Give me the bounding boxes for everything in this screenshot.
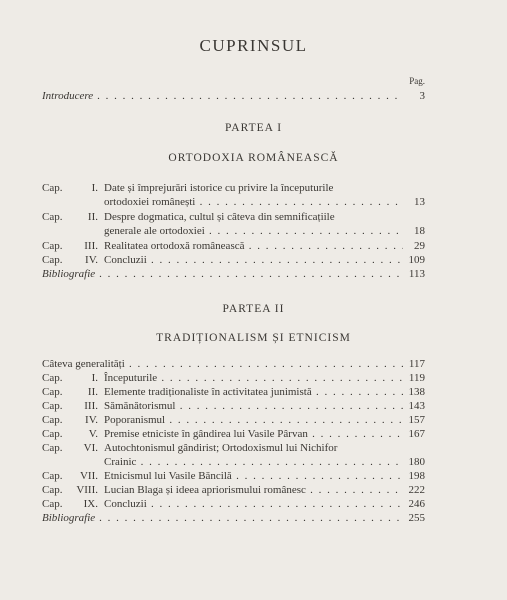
- entry-number: VI.: [83, 442, 98, 454]
- entry-title-continued: ortodoxiei românești . . .: [104, 196, 403, 209]
- page-column-label: Pag.: [409, 76, 425, 86]
- toc-entry-bibliography: [42, 512, 425, 525]
- entry-page: 167: [408, 428, 425, 440]
- toc-entry-bibliography: [42, 268, 425, 281]
- part-2-heading: PARTEA II: [222, 303, 285, 315]
- entry-cap: Cap.: [42, 442, 63, 454]
- entry-number: II.: [87, 386, 98, 398]
- entry-page: 113: [408, 268, 425, 280]
- entry-cap: Cap.: [42, 400, 63, 412]
- toc-entry: [42, 211, 425, 224]
- entry-title: Poporanismul . . .: [104, 414, 403, 427]
- entry-title: Premise etniciste în gândirea lui Vasile Pârvan . . .: [104, 428, 403, 441]
- entry-cap: Cap.: [42, 240, 63, 252]
- toc-entry: [42, 400, 425, 413]
- entry-page: 18: [414, 225, 425, 237]
- entry-page: 117: [408, 358, 425, 370]
- entry-title: Începuturile . . .: [104, 372, 403, 385]
- toc-entry: [42, 240, 425, 253]
- entry-title: Realitatea ortodoxă românească . . .: [104, 240, 403, 253]
- entry-page: 180: [408, 456, 425, 468]
- entry-number: VII.: [79, 470, 98, 482]
- toc-entry: [42, 386, 425, 399]
- entry-cap: Cap.: [42, 254, 63, 266]
- entry-title: Concluzii . . .: [104, 498, 403, 511]
- toc-entry-continued: [42, 456, 425, 469]
- entry-title: Date și împrejurări istorice cu privire la începuturile: [104, 182, 334, 194]
- toc-entry-generalitati: [42, 358, 425, 371]
- entry-title: Lucian Blaga și ideea apriorismului românesc . . .: [104, 484, 403, 497]
- entry-page: 255: [408, 512, 425, 524]
- entry-cap: Cap.: [42, 428, 63, 440]
- entry-page: 157: [408, 414, 425, 426]
- entry-page: 3: [419, 90, 425, 102]
- toc-entry: [42, 498, 425, 511]
- toc-entry: [42, 414, 425, 427]
- entry-number: V.: [88, 428, 98, 440]
- entry-number: IX.: [83, 498, 98, 510]
- entry-page: 29: [414, 240, 425, 252]
- entry-title-continued: generale ale ortodoxiei . . .: [104, 225, 403, 238]
- entry-number: I.: [91, 182, 98, 194]
- part-2-subtitle: TRADIȚIONALISM ȘI ETNICISM: [156, 332, 351, 344]
- entry-number: IV.: [85, 254, 98, 266]
- entry-title: Bibliografie . . .: [42, 512, 403, 525]
- entry-cap: Cap.: [42, 211, 63, 223]
- toc-entry: [42, 484, 425, 497]
- part-1-heading: PARTEA I: [224, 122, 283, 134]
- entry-page: 246: [408, 498, 425, 510]
- toc-entry: [42, 254, 425, 267]
- entry-title: Despre dogmatica, cultul și câteva din semnificațiile: [104, 211, 335, 223]
- toc-entry: [42, 182, 425, 195]
- entry-page: 198: [408, 470, 425, 482]
- toc-entry: [42, 470, 425, 483]
- entry-title: Bibliografie . . .: [42, 268, 403, 281]
- entry-page: 119: [408, 372, 425, 384]
- page-title: CUPRINSUL: [199, 36, 308, 55]
- entry-title: Autochtonismul gândirist; Ortodoxismul lui Nichifor: [104, 442, 338, 454]
- entry-number: I.: [91, 372, 98, 384]
- entry-number: VIII.: [76, 484, 98, 496]
- entry-number: IV.: [85, 414, 98, 426]
- entry-title: Introducere . . .: [42, 90, 403, 103]
- entry-title: Etnicismul lui Vasile Băncilă . . .: [104, 470, 403, 483]
- entry-title: Sămănătorismul . . .: [104, 400, 403, 413]
- entry-page: 143: [408, 400, 425, 412]
- toc-entry-introducere: [42, 90, 425, 103]
- entry-number: III.: [84, 240, 98, 252]
- entry-title-continued: Crainic . . .: [104, 456, 403, 469]
- entry-title: Concluzii . . .: [104, 254, 403, 267]
- entry-title: Câteva generalități . . .: [42, 358, 403, 371]
- entry-cap: Cap.: [42, 414, 63, 426]
- entry-number: III.: [84, 400, 98, 412]
- entry-cap: Cap.: [42, 182, 63, 194]
- part-1-subtitle: ORTODOXIA ROMÂNEASCĂ: [168, 152, 339, 164]
- entry-page: 138: [408, 386, 425, 398]
- entry-page: 222: [408, 484, 425, 496]
- entry-page: 13: [414, 196, 425, 208]
- toc-entry-continued: [42, 196, 425, 209]
- entry-cap: Cap.: [42, 386, 63, 398]
- toc-entry: [42, 442, 425, 455]
- toc-entry: [42, 372, 425, 385]
- entry-title: Elemente tradiționaliste în activitatea junimistă . . .: [104, 386, 403, 399]
- entry-cap: Cap.: [42, 372, 63, 384]
- entry-page: 109: [408, 254, 425, 266]
- entry-cap: Cap.: [42, 498, 63, 510]
- toc-entry-continued: [42, 225, 425, 238]
- entry-cap: Cap.: [42, 470, 63, 482]
- toc-entry: [42, 428, 425, 441]
- entry-number: II.: [87, 211, 98, 223]
- entry-cap: Cap.: [42, 484, 63, 496]
